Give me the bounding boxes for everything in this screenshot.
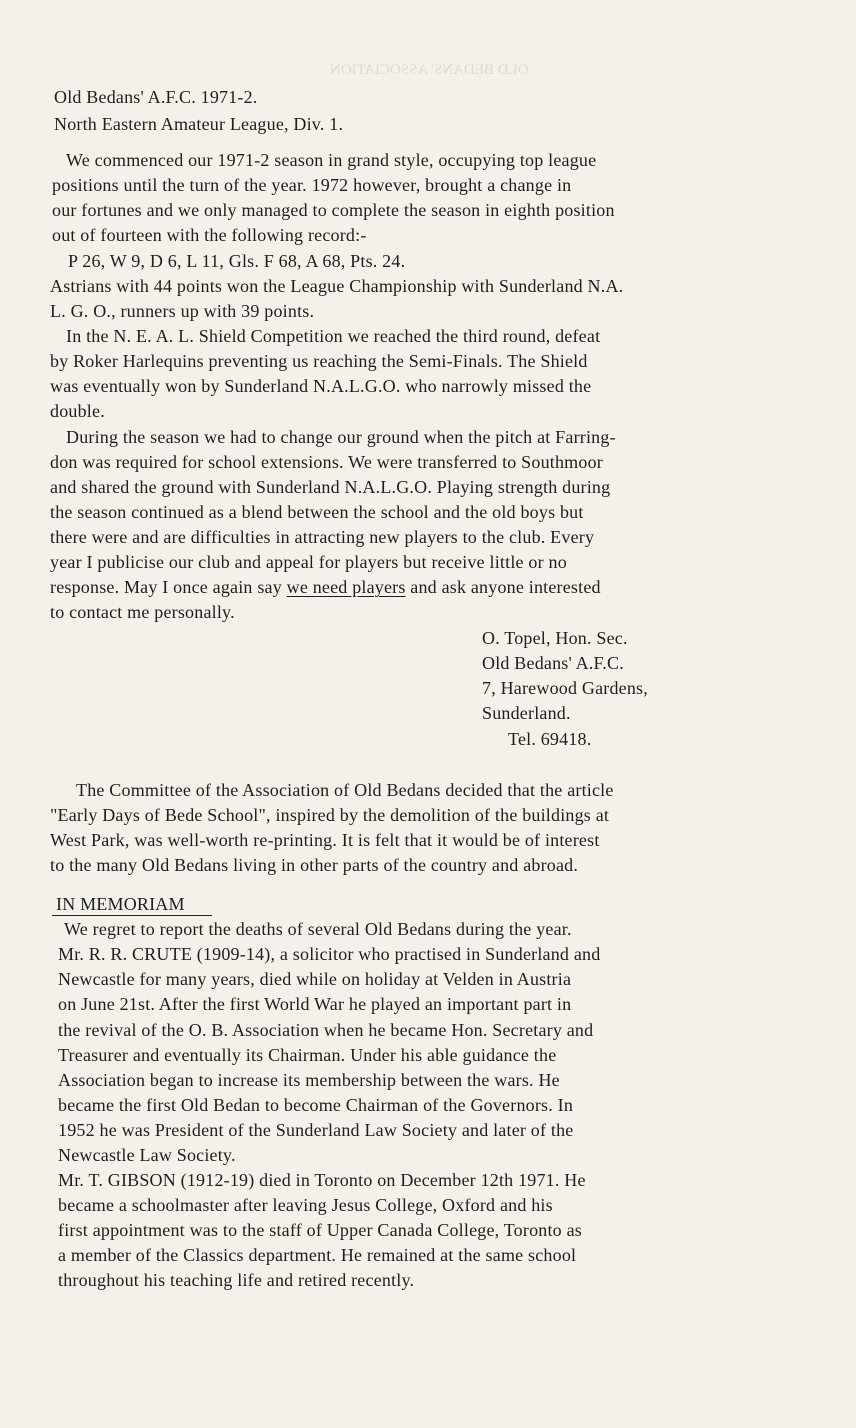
memoriam-line: became a schoolmaster after leaving Jesus College, Oxford and his [58,1195,553,1215]
afc-paragraph-line: We commenced our 1971-2 season in grand style, occupying top league [66,150,597,170]
signature-tel: Tel. 69418. [508,729,592,749]
memoriam-line: We regret to report the deaths of several Old Bedans during the year. [64,919,572,939]
afc-paragraph-line: In the N. E. A. L. Shield Competition we reached the third round, defeat [66,326,601,346]
show-through-text: OLD BEDANS' ASSOCIATION [330,62,529,78]
memoriam-line: Association began to increase its membership between the wars. He [58,1070,560,1090]
afc-paragraph-line [50,575,601,600]
memoriam-line: a member of the Classics department. He remained at the same school [58,1245,577,1265]
memoriam-line: Mr. R. R. CRUTE (1909-14), a solicitor who practised in Sunderland and [58,944,601,964]
afc-paragraph-line: positions until the turn of the year. 1972 however, brought a change in [52,175,572,195]
afc-paragraph-line: was eventually won by Sunderland N.A.L.G.O. who narrowly missed the [50,376,592,396]
in-memoriam-heading: IN MEMORIAM [56,894,185,914]
afc-paragraph-line: year I publicise our club and appeal for players but receive little or no [50,552,567,572]
appeal-text-end: and ask anyone interested [405,577,601,597]
afc-paragraph-line: our fortunes and we only managed to complete the season in eighth position [52,200,615,220]
memoriam-line: first appointment was to the staff of Upper Canada College, Toronto as [58,1220,582,1240]
committee-line: "Early Days of Bede School", inspired by the demolition of the buildings at [50,805,610,825]
committee-line: West Park, was well-worth re-printing. It is felt that it would be of interest [50,830,600,850]
afc-paragraph-line: Astrians with 44 points won the League Championship with Sunderland N.A. [50,276,624,296]
afc-paragraph-line: there were and are difficulties in attracting new players to the club. Every [50,527,595,547]
afc-paragraph-line: During the season we had to change our ground when the pitch at Farring- [66,427,616,447]
memoriam-line: 1952 he was President of the Sunderland Law Society and later of the [58,1120,574,1140]
afc-paragraph-line: to contact me personally. [50,602,235,622]
memoriam-line: on June 21st. After the first World War he played an important part in [58,994,572,1014]
signature-line: O. Topel, Hon. Sec. [482,628,628,648]
season-record: P 26, W 9, D 6, L 11, Gls. F 68, A 68, Pts. 24. [68,251,406,271]
afc-paragraph-line: out of fourteen with the following record:- [52,225,367,245]
heading-underline [52,915,212,916]
afc-paragraph-line: and shared the ground with Sunderland N.A.L.G.O. Playing strength during [50,477,611,497]
committee-line: to the many Old Bedans living in other parts of the country and abroad. [50,855,579,875]
signature-line: Old Bedans' A.F.C. [482,653,624,673]
afc-title: Old Bedans' A.F.C. 1971-2. [54,87,258,107]
memoriam-line: Mr. T. GIBSON (1912-19) died in Toronto on December 12th 1971. He [58,1170,586,1190]
memoriam-line: Treasurer and eventually its Chairman. Under his able guidance the [58,1045,557,1065]
afc-paragraph-line: the season continued as a blend between the school and the old boys but [50,502,584,522]
signature-line: 7, Harewood Gardens, [482,678,648,698]
memoriam-line: Newcastle Law Society. [58,1145,236,1165]
memoriam-line: throughout his teaching life and retired recently. [58,1270,415,1290]
committee-line: The Committee of the Association of Old Bedans decided that the article [76,780,614,800]
signature-line: Sunderland. [482,703,571,723]
afc-paragraph-line: L. G. O., runners up with 39 points. [50,301,315,321]
afc-paragraph-line: don was required for school extensions. We were transferred to Southmoor [50,452,603,472]
memoriam-line: the revival of the O. B. Association when he became Hon. Secretary and [58,1020,594,1040]
afc-league: North Eastern Amateur League, Div. 1. [54,114,344,134]
afc-paragraph-line: double. [50,401,105,421]
appeal-text: response. May I once again say [50,577,287,597]
memoriam-line: became the first Old Bedan to become Chairman of the Governors. In [58,1095,574,1115]
we-need-players-emphasis: we need players [286,577,406,597]
memoriam-line: Newcastle for many years, died while on holiday at Velden in Austria [58,969,572,989]
afc-paragraph-line: by Roker Harlequins preventing us reaching the Semi-Finals. The Shield [50,351,588,371]
